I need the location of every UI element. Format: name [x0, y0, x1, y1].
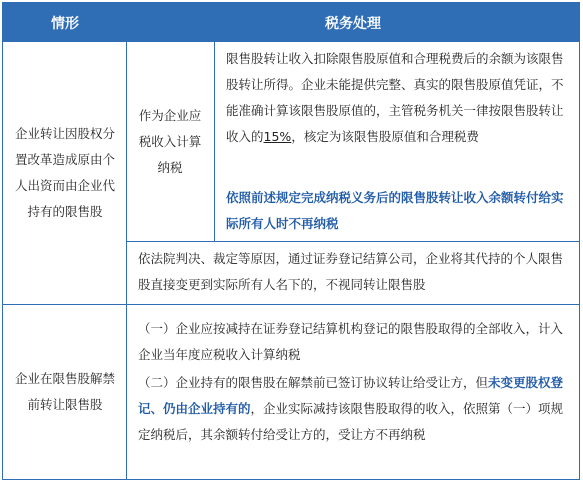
item-2 [138, 370, 572, 448]
treatment-highlight [226, 185, 572, 237]
divider-col1 [126, 42, 127, 479]
header-treatment [127, 3, 579, 42]
subcase-taxable-text: 作为企业应税收入计算纳税 [138, 107, 202, 175]
situation-1-text: 企业转让因股权分置改革造成原由个人出资而由企业代持有的限售股 [14, 126, 115, 219]
divider-col2 [214, 42, 215, 241]
header-situation-label: 情形 [51, 15, 79, 32]
treatment-highlight-text: 依照前述规定完成纳税义务后的限售股转让收入余额转付给实际所有人时不再纳税 [226, 190, 564, 231]
situation-1 [13, 42, 117, 304]
item-2-text: （二）企业持有的限售股在解禁前已签订协议转让给受让方，但 [138, 375, 489, 390]
item-2-text-2: ，企业实际减持该限售股取得的收入，依照第（一）项规定纳税后，其余额转付给受让方的，受让方不再纳税 [138, 401, 564, 442]
court-transfer-note [138, 246, 572, 298]
treatment-detail-text-2: ，核定为该限售股原值和合理税费 [291, 129, 479, 144]
treatment-detail [226, 46, 572, 150]
item-1 [138, 316, 572, 368]
subcase-taxable [137, 42, 203, 241]
court-transfer-note-text: 依法院判决、裁定等原因，通过证券登记结算公司，企业将其代持的个人限售股直接变更到实际所有人名下的，不视同转让限售股 [138, 251, 564, 292]
divider-court [126, 241, 579, 242]
situation-2 [13, 305, 117, 479]
header-treatment-label: 税务处理 [325, 15, 381, 32]
tax-treatment-table [2, 2, 580, 480]
item-1-text: （一）企业应按减持在证券登记结算机构登记的限售股取得的全部收入，计入企业当年度应税收入计算纳税 [138, 321, 564, 362]
item-2-highlight: 未变更股权登记、仍由企业持有的 [138, 375, 564, 416]
situation-2-text: 企业在限售股解禁前转让限售股 [14, 371, 115, 412]
header-situation [3, 3, 127, 42]
treatment-rate: 15% [263, 129, 292, 144]
treatment-detail-text: 限售股转让收入扣除限售股原值和合理税费后的余额为该限售股转让所得。企业未能提供完整、真实的限售股原值凭证，不能准确计算该限售股原值的，主管税务机关一律按限售股转让收入的 [226, 51, 564, 144]
